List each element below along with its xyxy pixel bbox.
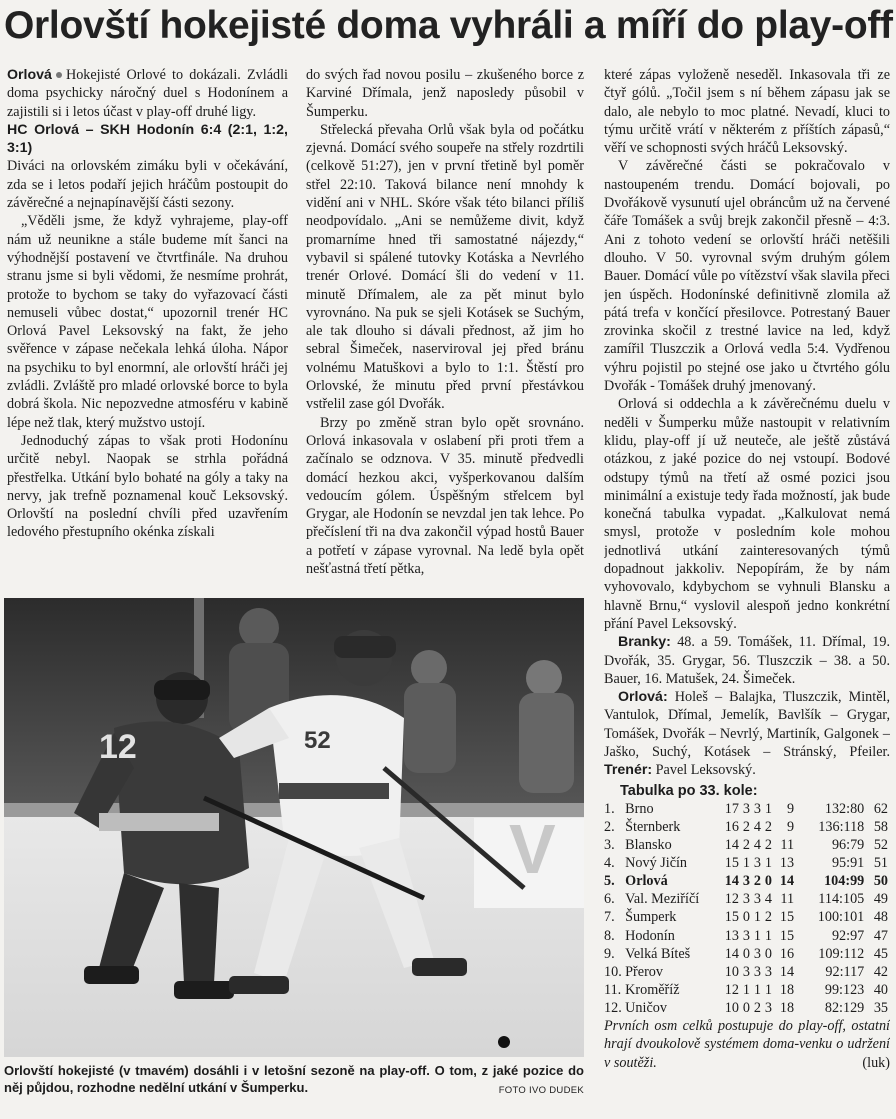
paragraph: které zápas vyloženě neseděl. Inkasovala tři ze čtyř gólů. „Točil jsem s ní během zápasu jak se dalo, ale nebylo to moc platné. Nevadí, kluci to týmu určitě vrátí v některém z příštích zápasů,“ věří ve schopnosti svých hráčů Leksovský. — [604, 67, 890, 157]
table-cell: 1 — [742, 855, 750, 872]
table-row — [604, 818, 888, 836]
table-row — [604, 927, 888, 945]
paragraph: Střelecká převaha Orlů však byla od počátku zjevná. Domácí svého soupeře na střely rozdrtili (celkově 51:27), jen v první třetině byl poměr střel 22:10. Taková bilance není mnohdy k vidění ani v NHL. Skóre však této bilanci příliš neodpovídalo. „Ani se nemůžeme divit, když promarníme hned tři samostatné nájezdy,“ vybavil si spálené tutovky Kotáska a Nevrlého trenér Orlové. Domácí šli do vedení v 11. minutě Dřímalem, ale za pět minut bylo vyrovnáno. Na puk se sjeli Kotásek se Suchým, ale tak dlouho si dávali přednost, až jim ho sebral Šimeček, naserviroval jej před bránu volnému Matuškovi a bylo to 1:1. Štěstí pro Orlovské, že minutu před první přestávkou vstřelil zase gól Dvořák. — [306, 121, 584, 413]
table-cell: Šternberk — [625, 818, 681, 835]
headline: Orlovští hokejisté doma vyhráli a míří do play-off — [4, 4, 893, 47]
photo-caption: Orlovští hokejisté (v tmavém) dosáhli i v letošní sezoně na play-off. O tom, z jaké pozice do něj půjdou, rozhodne nedělní utkání v Šumperku. FOTO IVO DUDEK — [4, 1062, 584, 1112]
table-cell: 18 — [779, 981, 795, 998]
table-cell: Přerov — [625, 963, 663, 980]
hockey-photo — [4, 598, 584, 1057]
table-cell: Brno — [625, 800, 654, 817]
table-cell: 15 — [779, 927, 795, 944]
table-row — [604, 981, 888, 999]
table-cell: 3 — [742, 800, 750, 817]
paragraph: V závěrečné části se pokračovalo v nastoupeném trendu. Domácí bojovali, po Dvořákově vysunutí ujel obráncům už na červené čáře Tomášek a svůj brejk zakončil přesně – 4:3. Ani z tohoto vedení se orlovští hráči netěšili dlouho. V 50. vyrovnal svým druhým gólem Bauer. Domácí vůle po vítězství však slavila přeci jen úspěch. Hodonínské definitivně zlomila až pátá trefa v končící přesilovce. Potrestaný Bauer zrovinka skočil z trestné lavice na led, když zamířil Tluszczik a Orlová vedla 5:4. Vydřenou výhru pojistil po stejné ose jako u čtvrtého gólu Dvořák - Tomášek druhý jmenovaný. — [604, 158, 890, 395]
table-cell: 9. — [604, 945, 615, 962]
table-cell: 52 — [873, 837, 888, 854]
author-initials: (luk) — [862, 1054, 890, 1071]
table-cell: 1. — [604, 800, 615, 817]
table-row — [604, 890, 888, 908]
table-cell: 15 — [724, 909, 739, 926]
table-cell: 3 — [742, 927, 750, 944]
table-cell: 9 — [786, 818, 795, 835]
table-cell: 15 — [779, 909, 795, 926]
table-cell: 7. — [604, 909, 615, 926]
table-cell: 48 — [873, 909, 888, 926]
table-cell: 132:80 — [824, 800, 865, 817]
table-cell: 42 — [873, 963, 888, 980]
table-cell: 14 — [779, 873, 795, 890]
table-cell: 95:91 — [831, 855, 865, 872]
table-cell: Uničov — [625, 999, 667, 1016]
table-cell: 11. — [604, 981, 622, 998]
table-cell: 14 — [779, 963, 795, 980]
table-cell: 2. — [604, 818, 615, 835]
table-cell: Orlová — [625, 873, 668, 890]
table-cell: 14 — [724, 873, 739, 890]
table-cell: 99:123 — [824, 981, 865, 998]
standings-title: Tabulka po 33. kole: — [620, 782, 758, 799]
table-cell: 51 — [873, 855, 888, 872]
table-cell: 16 — [779, 945, 795, 962]
table-cell: 82:129 — [824, 999, 865, 1016]
table-cell: 3 — [742, 891, 750, 908]
table-cell: 2 — [753, 999, 761, 1016]
table-cell: 2 — [742, 837, 750, 854]
table-cell: 16 — [724, 818, 739, 835]
table-cell: 35 — [873, 999, 888, 1016]
table-cell: 2 — [742, 818, 750, 835]
table-cell: 40 — [873, 981, 888, 998]
table-cell: 11 — [780, 837, 795, 854]
table-cell: 1 — [753, 909, 761, 926]
table-cell: 0 — [742, 909, 750, 926]
table-row — [604, 999, 888, 1017]
paragraph: „Věděli jsme, že když vyhrajeme, play-off nám už neunikne a stále budeme mít šanci na výhodnější postavení ve čtvrtfinále. Na druhou stranu jsme si byli vědomi, že nesmíme prohrát, protože to bychom se taky do vyřazovací části nemuseli vůbec dostat,“ upozornil trenér HC Orlová Pavel Leksovský na fakt, že jeho svěřence v zápase nečekala lehká úloha. Nápor na psychiku to byl enormní, ale orlovští hráči jej zvládli. Zvláště pro mladé orlovské borce to byla dobrá škola. Nic nepozvedne atmosféru v kabině lépe než tlak, který mužstvo ustojí. — [7, 213, 288, 431]
table-cell: 9 — [786, 800, 795, 817]
table-cell: 3 — [742, 873, 750, 890]
paragraph: Orlová si oddechla a k závěrečnému duelu v neděli v Šumperku může nastoupit v relativním klidu, play-off jí už neuteče, ale ještě zůstává otázkou, z jaké pozice do nej vstoupí. Bodové odstupy týmů na třetí až osmé pozici jsou minimální a existuje tedy řada možností, jak bude konečná tabulka vypadat. „Kalkulovat nemá smysl, protože v posledním kole mohou jednotlivá utkání zainteresovaných týmů dopadnout jakkoliv. Nepopírám, že by nám vyhovovalo, kdybychom se vyhnuli Blansku a hlavně Brnu,“ vyslovil alespoň jedno konkrétní přání Pavel Leksovský. — [604, 396, 890, 632]
article-column-1 — [7, 66, 288, 584]
table-cell: 0 — [742, 945, 750, 962]
table-cell: Velká Bíteš — [625, 945, 691, 962]
table-cell: 12 — [724, 891, 739, 908]
table-cell: 14 — [724, 945, 739, 962]
table-cell: 2 — [764, 909, 772, 926]
article-column-3 — [604, 66, 890, 1112]
goals-line: Branky: 48. a 59. Tomášek, 11. Dřímal, 19. Dvořák, 35. Grygar, 56. Tluszczik – 38. a 50. Bauer, 16. Matušek, 24. Šimeček. — [604, 634, 890, 687]
table-cell: 13 — [724, 927, 739, 944]
table-cell: 1 — [764, 981, 772, 998]
table-cell: 11 — [780, 891, 795, 908]
table-row — [604, 908, 888, 926]
table-cell: 47 — [873, 927, 888, 944]
table-cell: Hodonín — [625, 927, 675, 944]
standings-table — [604, 800, 888, 1017]
table-cell: 45 — [873, 945, 888, 962]
table-cell: 10 — [724, 963, 739, 980]
table-cell: 18 — [779, 999, 795, 1016]
table-cell: 50 — [873, 873, 888, 890]
table-cell: 3 — [753, 800, 761, 817]
table-cell: 4 — [753, 818, 761, 835]
table-cell: 2 — [753, 873, 761, 890]
table-row — [604, 963, 888, 981]
table-cell: Kroměříž — [625, 981, 680, 998]
jersey-number-light: 52 — [304, 727, 331, 754]
dateline: Orlová — [7, 67, 52, 83]
table-row — [604, 800, 888, 818]
jersey-number-dark: 12 — [99, 728, 137, 766]
table-cell: Šumperk — [625, 909, 677, 926]
lead-text: Hokejisté Orlové to dokázali. Zvládli doma psychicky náročný duel s Hodonínem a zajistili si i letos účast v play-off druhé ligy. — [7, 67, 288, 120]
table-cell: 4. — [604, 855, 615, 872]
table-cell: 3 — [753, 891, 761, 908]
table-cell: 1 — [753, 927, 761, 944]
table-cell: 4 — [764, 891, 772, 908]
table-cell: 14 — [724, 837, 739, 854]
lead-paragraph — [7, 66, 288, 121]
table-cell: 8. — [604, 927, 615, 944]
table-cell: 3 — [764, 963, 772, 980]
table-cell: 62 — [873, 800, 888, 817]
table-cell: 1 — [764, 855, 772, 872]
article-column-2 — [306, 66, 584, 584]
table-cell: 1 — [764, 927, 772, 944]
paragraph: Brzy po změně stran bylo opět srovnáno. Orlová inkasovala v oslabení při proti třem a začínalo se odznova. V 35. minutě předvedli domácí hezkou akci, vyšperkovanou dalším vedoucím gólem. Úspěšným střelcem byl Grygar, ale Hodonín se nevzdal jen tak lehce. Po přečíslení tři na dva zakončil výpad hostů Bauer a potřetí v zápase vyrovnal. Na ledě byla opět nešťastná třetí pětka, — [306, 414, 584, 578]
table-cell: 12 — [724, 981, 739, 998]
paragraph: Diváci na orlovském zimáku byli v očekávání, zda se i letos podaří jejich hráčům postoupit do závěrečné a nejnapínavější části sezony. — [7, 158, 288, 212]
table-cell: 3 — [753, 963, 761, 980]
table-cell: 58 — [873, 818, 888, 835]
table-cell: 92:117 — [825, 963, 865, 980]
table-cell: 10. — [604, 963, 622, 980]
table-cell: 2 — [764, 818, 772, 835]
table-row — [604, 854, 888, 872]
paragraph: Jednoduchý zápas to však proti Hodonínu určitě nebyl. Naopak se strhla pořádná přestřelka. Utkání bylo bohaté na góly a taky na nervy, jak trefně poznamenal kouč Leksovský. Orlovští na poslední chvíli před uzavřením ledového přestupního okénka získali — [7, 432, 288, 541]
table-cell: 17 — [724, 800, 739, 817]
table-cell: 104:99 — [824, 873, 865, 890]
paragraph: do svých řad novou posilu – zkušeného borce z Karviné Dřímala, jenž naposledy působil v Šumperku. — [306, 67, 584, 120]
table-cell: 3 — [753, 855, 761, 872]
table-cell: 3 — [742, 963, 750, 980]
table-cell: 2 — [764, 837, 772, 854]
photo-credit: FOTO IVO DUDEK — [498, 1085, 584, 1096]
table-cell: 13 — [779, 855, 795, 872]
standings-note: Prvních osm celků postupuje do play-off, ostatní hrají dvoukolově systémem doma-venku o udržení v soutěži. (luk) — [604, 1018, 890, 1071]
table-cell: 1 — [764, 800, 772, 817]
table-cell: 6. — [604, 891, 615, 908]
table-cell: 1 — [753, 981, 761, 998]
table-row — [604, 945, 888, 963]
table-cell: 0 — [764, 873, 772, 890]
table-cell: 5. — [604, 873, 615, 890]
table-cell: 0 — [742, 999, 750, 1016]
table-cell: 15 — [724, 855, 739, 872]
table-cell: 49 — [873, 891, 888, 908]
table-cell: 114:105 — [818, 891, 865, 908]
table-cell: 3. — [604, 837, 615, 854]
match-result: HC Orlová – SKH Hodonín 6:4 (2:1, 1:2, 3:1) — [7, 121, 288, 157]
bullet-icon — [56, 72, 62, 78]
table-cell: 109:112 — [818, 945, 865, 962]
table-cell: Nový Jičín — [625, 855, 688, 872]
table-cell: 4 — [753, 837, 761, 854]
table-cell: 1 — [742, 981, 750, 998]
table-row — [604, 872, 888, 890]
table-cell: Val. Meziříčí — [625, 891, 700, 908]
table-cell: 0 — [764, 945, 772, 962]
table-cell: 3 — [753, 945, 761, 962]
table-cell: Blansko — [625, 837, 672, 854]
table-cell: 100:101 — [817, 909, 865, 926]
table-cell: 12. — [604, 999, 622, 1016]
table-cell: 92:97 — [831, 927, 865, 944]
table-cell: 10 — [724, 999, 739, 1016]
lineup-line: Orlová: Holeš – Balajka, Tluszczik, Mintěl, Vantulok, Dřímal, Jemelík, Bavlšík – Grygar, Tomášek, Dvořák – Nevrlý, Martiník, Galgonek – Jaško, Suchý, Kotásek – Stránský, Pfeiler. Trenér: Pavel Leksovský. — [604, 689, 890, 779]
table-cell: 96:79 — [831, 837, 865, 854]
svg-text:V: V — [509, 810, 556, 888]
table-row — [604, 836, 888, 854]
table-cell: 136:118 — [818, 818, 865, 835]
table-cell: 3 — [764, 999, 772, 1016]
